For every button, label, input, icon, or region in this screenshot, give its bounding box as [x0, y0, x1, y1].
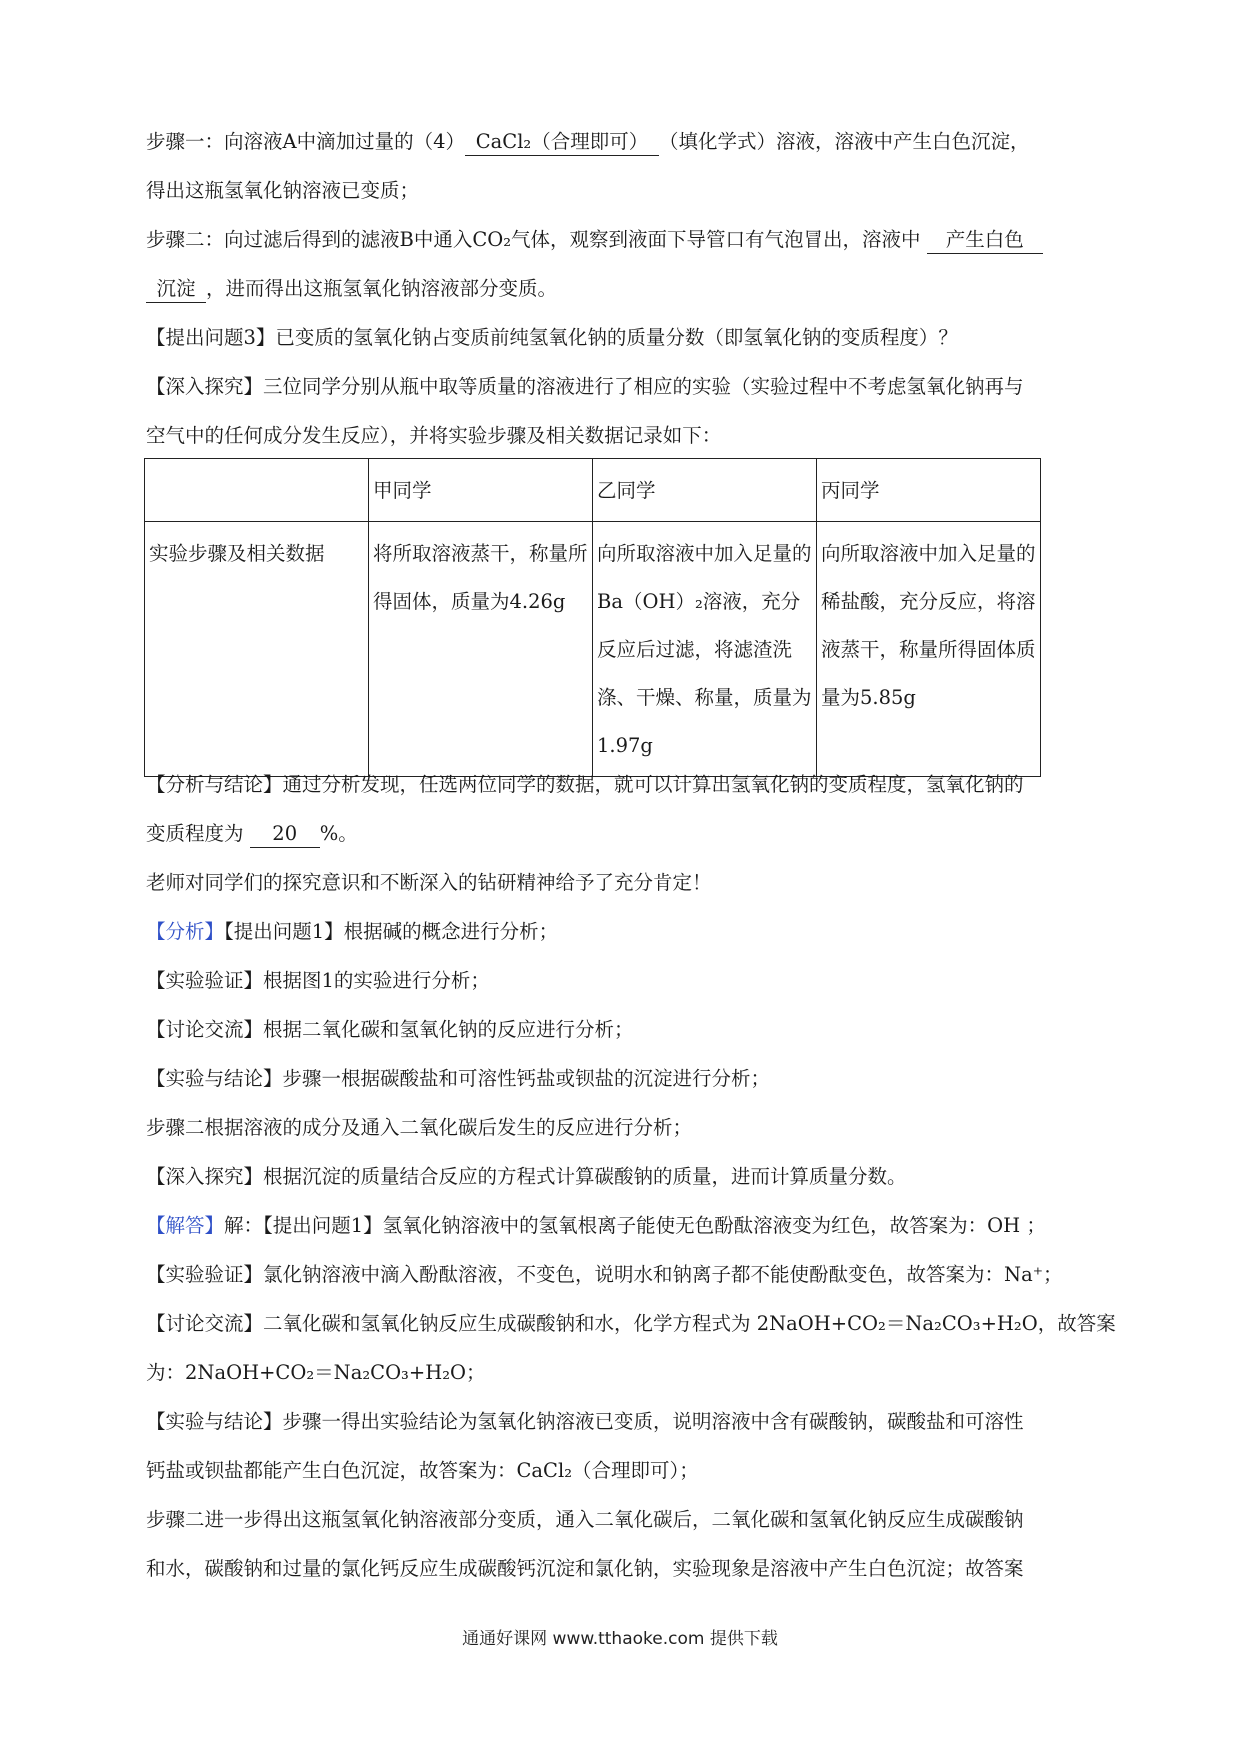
text-line: 老师对同学们的探究意识和不断深入的钻研精神给予了充分肯定！ — [146, 871, 712, 894]
table-cell: 将所取溶液蒸干，称量所得固体，质量为4.26g — [369, 522, 593, 777]
answer-blank-4: CaCl₂（合理即可） — [465, 129, 659, 156]
analysis-tag: 【分析】 — [146, 920, 225, 943]
analysis-text: 【提出问题1】根据碱的概念进行分析； — [224, 920, 559, 943]
text-line: 【讨论交流】二氧化碳和氢氧化钠反应生成碳酸钠和水，化学方程式为 2NaOH+CO₂＝Na₂CO₃+H₂O，故答案 — [146, 1312, 1116, 1335]
table-row-label: 实验步骤及相关数据 — [145, 522, 369, 777]
answer-tag: 【解答】 — [146, 1214, 225, 1237]
experiment-data-table — [144, 458, 1041, 777]
table-row — [145, 522, 1041, 777]
degree-unit: %。 — [319, 822, 358, 845]
text-line: 【分析与结论】通过分析发现，任选两位同学的数据，就可以计算出氢氧化钠的变质程度，氢氧化钠的 — [146, 773, 1024, 796]
text-line: 钙盐或钡盐都能产生白色沉淀，故答案为：CaCl₂（合理即可）； — [146, 1459, 699, 1482]
text-line: 【深入探究】三位同学分别从瓶中取等质量的溶液进行了相应的实验（实验过程中不考虑氢氧化钠再与 — [146, 375, 1024, 398]
text-line: 步骤二进一步得出这瓶氢氧化钠溶液部分变质，通入二氧化碳后，二氧化碳和氢氧化钠反应生成碳酸钠 — [146, 1508, 1024, 1531]
text-line: 【深入探究】根据沉淀的质量结合反应的方程式计算碳酸钠的质量，进而计算质量分数。 — [146, 1165, 907, 1188]
text-line: 和水，碳酸钠和过量的氯化钙反应生成碳酸钙沉淀和氯化钠，实验现象是溶液中产生白色沉淀；故答案 — [146, 1557, 1024, 1580]
text-line-step2 — [146, 225, 1136, 255]
text-line: 得出这瓶氢氧化钠溶液已变质； — [146, 179, 420, 202]
text-line — [146, 917, 1136, 947]
table-header-cell: 乙同学 — [593, 459, 817, 522]
step1-text: 步骤一：向溶液A中滴加过量的（4） — [146, 130, 465, 153]
step1-text-tail: （填化学式）溶液，溶液中产生白色沉淀， — [659, 130, 1030, 153]
text-line: 为：2NaOH+CO₂＝Na₂CO₃+H₂O； — [146, 1361, 486, 1384]
page-footer: 通通好课网 www.tthaoke.com 提供下载 — [462, 1629, 778, 1649]
text-line — [146, 274, 1136, 304]
text-line: 【讨论交流】根据二氧化碳和氢氧化钠的反应进行分析； — [146, 1018, 634, 1041]
table-header-cell: 甲同学 — [369, 459, 593, 522]
text-line — [146, 819, 1136, 849]
text-line — [146, 1211, 1136, 1241]
text-line: 步骤二根据溶液的成分及通入二氧化碳后发生的反应进行分析； — [146, 1116, 693, 1139]
answer-blank-degree: 20 — [250, 821, 320, 848]
degree-text: 变质程度为 — [146, 822, 244, 845]
text-line: 【实验验证】根据图1的实验进行分析； — [146, 969, 490, 992]
step2-text: 步骤二：向过滤后得到的滤液B中通入CO₂气体，观察到液面下导管口有气泡冒出，溶液中 — [146, 228, 921, 251]
answer-text: 解：【提出问题1】氢氧化钠溶液中的氢氧根离子能使无色酚酞溶液变为红色，故答案为：OH ； — [224, 1214, 1046, 1237]
step2-text-tail: ，进而得出这瓶氢氧化钠溶液部分变质。 — [206, 277, 558, 300]
text-line: 【实验与结论】步骤一根据碳酸盐和可溶性钙盐或钡盐的沉淀进行分析； — [146, 1067, 771, 1090]
text-line: 空气中的任何成分发生反应），并将实验步骤及相关数据记录如下： — [146, 424, 722, 447]
text-line: 【实验与结论】步骤一得出实验结论为氢氧化钠溶液已变质，说明溶液中含有碳酸钠，碳酸盐和可溶性 — [146, 1410, 1024, 1433]
table-header-row — [145, 459, 1041, 522]
table-cell: 向所取溶液中加入足量的Ba（OH）₂溶液，充分反应后过滤，将滤渣洗涤、干燥、称量，质量为1.97g — [593, 522, 817, 777]
table-cell: 向所取溶液中加入足量的稀盐酸，充分反应，将溶液蒸干，称量所得固体质量为5.85g — [817, 522, 1041, 777]
answer-blank-5b: 沉淀 — [146, 276, 206, 303]
text-line: 【提出问题3】已变质的氢氧化钠占变质前纯氢氧化钠的质量分数（即氢氧化钠的变质程度）？ — [146, 326, 958, 349]
table-header-cell — [145, 459, 369, 522]
table-header-cell: 丙同学 — [817, 459, 1041, 522]
text-line-step1 — [146, 127, 1136, 157]
answer-blank-5a: 产生白色 — [927, 227, 1043, 254]
text-line: 【实验验证】氯化钠溶液中滴入酚酞溶液，不变色，说明水和钠离子都不能使酚酞变色，故答案为：Na⁺； — [146, 1263, 1063, 1286]
